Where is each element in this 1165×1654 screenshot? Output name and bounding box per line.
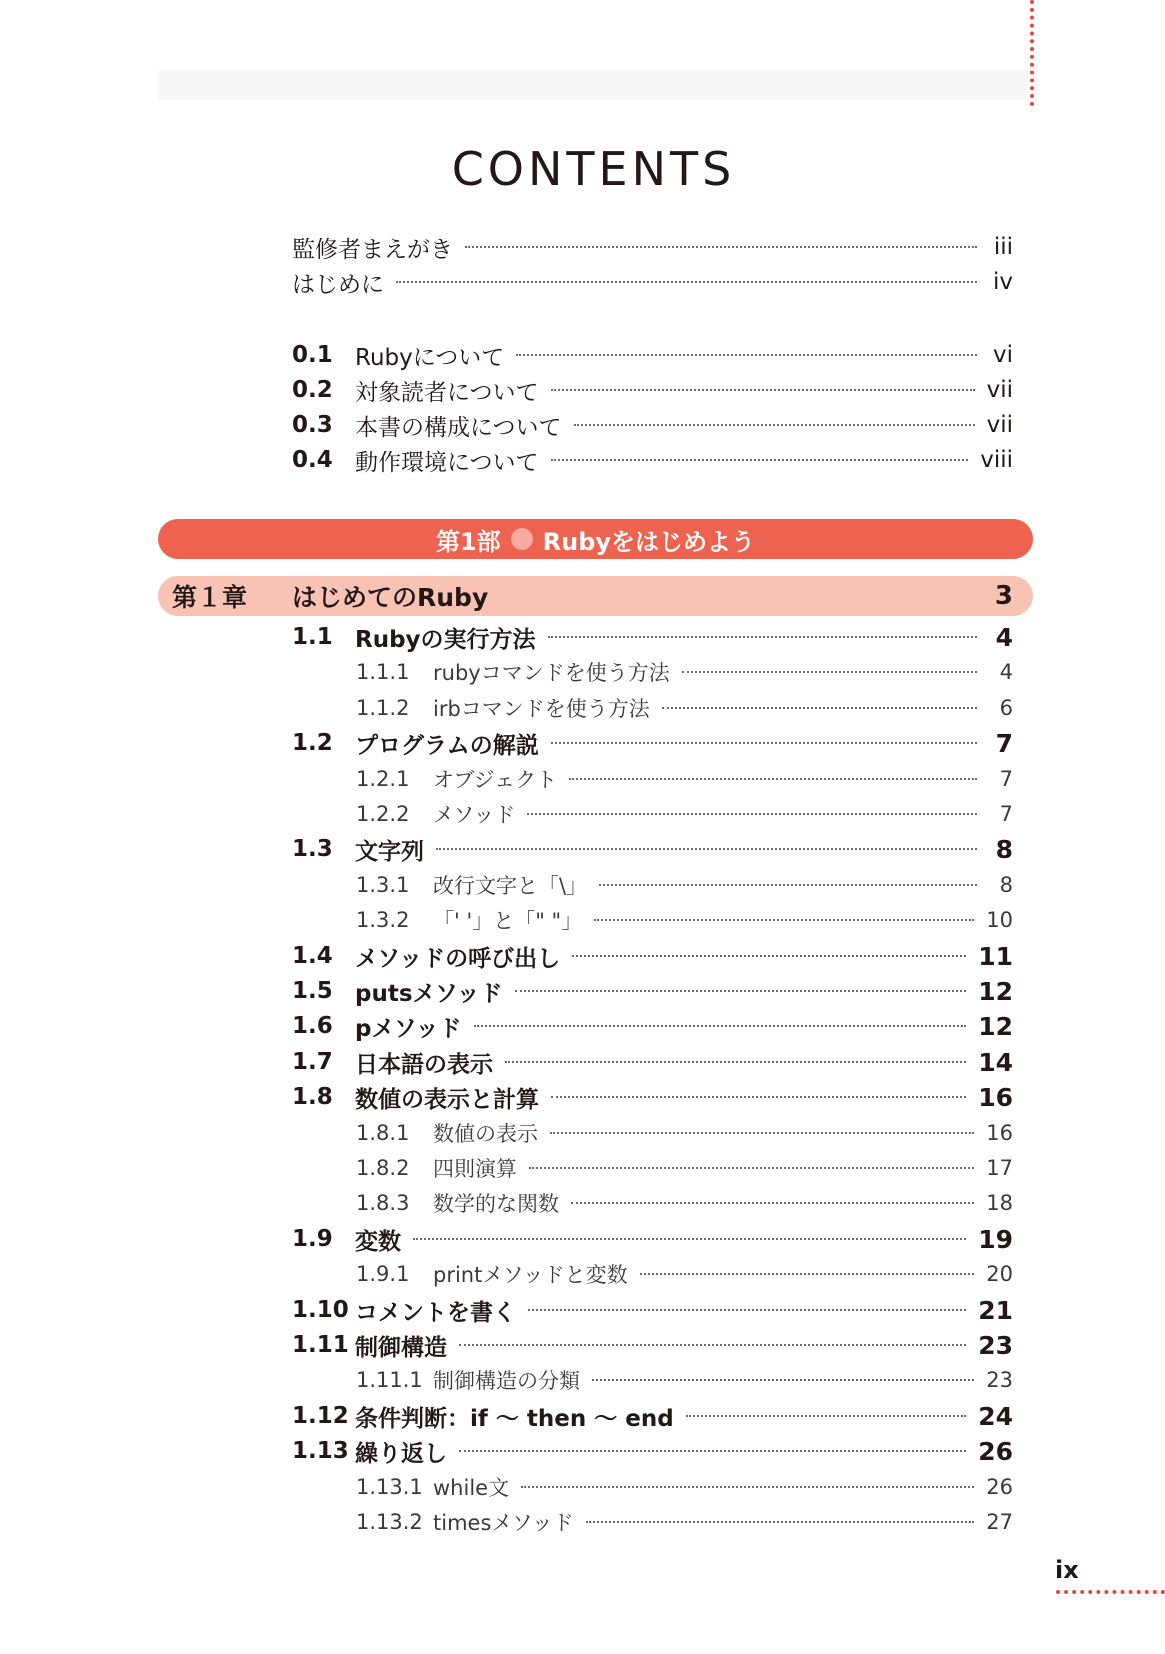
toc-label: Rubyについて <box>355 344 505 371</box>
toc-page: 20 <box>986 1262 1013 1286</box>
toc-label: irbコマンドを使う方法 <box>433 697 650 721</box>
toc-section[interactable] <box>292 832 1013 866</box>
dot-leader <box>599 884 977 886</box>
toc-intro-section-0-3[interactable] <box>292 408 1013 442</box>
toc-page: 18 <box>986 1191 1013 1215</box>
circle-bullet-icon <box>511 528 533 550</box>
toc-label: printメソッドと変数 <box>433 1263 628 1287</box>
toc-page: 12 <box>978 976 1013 1006</box>
page-title: CONTENTS <box>451 142 736 196</box>
toc-page: iii <box>993 234 1013 260</box>
toc-number: 1.11 <box>292 1332 349 1358</box>
toc-section[interactable] <box>292 1399 1013 1433</box>
dot-leader <box>571 1202 974 1204</box>
dot-leader <box>569 778 977 780</box>
toc-label: 対象読者について <box>355 379 539 406</box>
toc-number: 1.10 <box>292 1297 349 1323</box>
toc-number: 0.2 <box>292 377 333 403</box>
toc-section[interactable] <box>292 1009 1013 1043</box>
toc-number: 1.2 <box>292 730 333 756</box>
toc-page: 26 <box>978 1436 1013 1466</box>
horizontal-dotted-rule <box>1056 1590 1165 1594</box>
toc-section[interactable] <box>292 974 1013 1008</box>
toc-label: Rubyの実行方法 <box>355 626 536 653</box>
dot-leader <box>662 707 977 709</box>
dot-leader <box>474 1025 967 1027</box>
toc-page: 16 <box>986 1121 1013 1145</box>
toc-subsection[interactable] <box>356 1151 1013 1185</box>
toc-page: vi <box>992 342 1013 368</box>
toc-page: 11 <box>978 941 1013 971</box>
toc-page: 27 <box>986 1510 1013 1534</box>
dot-leader <box>550 1132 974 1134</box>
toc-label: 四則演算 <box>433 1157 517 1181</box>
page-number: ix <box>1055 1556 1079 1584</box>
toc-number: 0.4 <box>292 447 333 473</box>
toc-page: viii <box>980 447 1013 473</box>
toc-label: プログラムの解説 <box>355 732 539 759</box>
toc-label: メソッドの呼び出し <box>355 945 561 972</box>
dot-leader <box>515 990 967 992</box>
toc-label: 改行文字と「\」 <box>433 874 588 898</box>
toc-number: 1.9 <box>292 1226 333 1252</box>
toc-page: vii <box>986 377 1013 403</box>
toc-page: vii <box>986 412 1013 438</box>
toc-front-matter-2[interactable] <box>292 265 1013 299</box>
toc-number: 1.1.2 <box>356 696 410 720</box>
toc-subsection[interactable] <box>356 1363 1013 1397</box>
dot-leader <box>548 636 977 638</box>
toc-label: timesメソッド <box>433 1511 574 1535</box>
dot-leader <box>413 1238 966 1240</box>
toc-label: コメントを書く <box>355 1299 516 1326</box>
toc-section[interactable] <box>292 1080 1013 1114</box>
toc-number: 1.8.1 <box>356 1121 410 1145</box>
toc-number: 1.12 <box>292 1403 349 1429</box>
dot-leader <box>551 459 969 461</box>
toc-page: 23 <box>986 1368 1013 1392</box>
toc-label: 繰り返し <box>355 1440 447 1467</box>
toc-subsection[interactable] <box>356 691 1013 725</box>
toc-label: オブジェクト <box>433 768 558 792</box>
dot-leader <box>586 1521 975 1523</box>
dot-leader <box>640 1273 975 1275</box>
toc-number: 1.1 <box>292 624 333 650</box>
dot-leader <box>521 1486 974 1488</box>
chapter-page: 3 <box>994 581 1013 611</box>
dot-leader <box>505 1061 966 1063</box>
toc-number: 1.2.2 <box>356 802 410 826</box>
toc-subsection[interactable] <box>356 1116 1013 1150</box>
toc-number: 1.9.1 <box>356 1262 410 1286</box>
dot-leader <box>529 1167 974 1169</box>
toc-subsection[interactable] <box>356 1505 1013 1539</box>
dot-leader <box>516 354 977 356</box>
toc-label: while文 <box>433 1476 510 1500</box>
dot-leader <box>572 955 966 957</box>
dot-leader <box>592 1379 974 1381</box>
toc-label: 条件判断：if 〜 then 〜 end <box>355 1405 674 1432</box>
toc-section[interactable] <box>292 1045 1013 1079</box>
toc-number: 1.13.1 <box>356 1475 423 1499</box>
toc-subsection[interactable] <box>356 1186 1013 1220</box>
toc-front-matter-1[interactable] <box>292 230 1013 264</box>
toc-page: 19 <box>978 1224 1013 1254</box>
dot-leader <box>528 1309 966 1311</box>
toc-subsection[interactable] <box>356 1257 1013 1291</box>
dot-leader <box>551 389 975 391</box>
toc-section[interactable] <box>292 1293 1013 1327</box>
toc-subsection[interactable] <box>356 903 1013 937</box>
toc-number: 1.4 <box>292 943 333 969</box>
toc-intro-section-0-2[interactable] <box>292 373 1013 407</box>
toc-page: 26 <box>986 1475 1013 1499</box>
part-label: 第1部 <box>435 527 501 556</box>
toc-page: 4 <box>995 622 1013 652</box>
toc-number: 0.3 <box>292 412 333 438</box>
toc-intro-section-0-4[interactable] <box>292 443 1013 477</box>
toc-section[interactable] <box>292 939 1013 973</box>
toc-label: 数値の表示と計算 <box>355 1086 539 1113</box>
toc-label: 数値の表示 <box>433 1122 538 1146</box>
toc-number: 1.11.1 <box>356 1368 423 1392</box>
toc-page: 7 <box>999 767 1013 791</box>
dot-leader <box>574 424 975 426</box>
toc-number: 1.13.2 <box>356 1510 423 1534</box>
toc-number: 0.1 <box>292 342 333 368</box>
toc-number: 1.13 <box>292 1438 349 1464</box>
dot-leader <box>686 1415 967 1417</box>
toc-label: 制御構造 <box>355 1334 447 1361</box>
toc-label: 日本語の表示 <box>355 1051 493 1078</box>
toc-page: 6 <box>999 696 1013 720</box>
toc-number: 1.2.1 <box>356 767 410 791</box>
toc-label: rubyコマンドを使う方法 <box>433 661 670 685</box>
toc-label: 文字列 <box>355 838 424 865</box>
toc-label: 制御構造の分類 <box>433 1369 580 1393</box>
toc-page: 7 <box>999 802 1013 826</box>
toc-number: 1.5 <box>292 978 333 1004</box>
toc-page: 21 <box>978 1295 1013 1325</box>
toc-section[interactable] <box>292 1222 1013 1256</box>
toc-page: 8 <box>999 873 1013 897</box>
toc-page: 10 <box>986 908 1013 932</box>
toc-number: 1.3 <box>292 836 333 862</box>
dot-leader <box>594 919 974 921</box>
toc-label: pメソッド <box>355 1015 462 1042</box>
toc-number: 1.8 <box>292 1084 333 1110</box>
toc-label: 数学的な関数 <box>433 1192 559 1216</box>
toc-section[interactable] <box>292 620 1013 654</box>
toc-label: 「' '」と「" "」 <box>433 909 583 933</box>
toc-page: 24 <box>978 1401 1013 1431</box>
toc-number: 1.8.3 <box>356 1191 410 1215</box>
toc-label: putsメソッド <box>355 980 503 1007</box>
dot-leader <box>465 246 977 248</box>
chapter-label: 第１章 <box>172 583 248 612</box>
toc-number: 1.6 <box>292 1013 333 1039</box>
toc-number: 1.3.2 <box>356 908 410 932</box>
toc-number: 1.8.2 <box>356 1156 410 1180</box>
toc-number: 1.1.1 <box>356 660 410 684</box>
toc-section[interactable] <box>292 726 1013 760</box>
toc-subsection[interactable] <box>356 797 1013 831</box>
toc-page: 23 <box>978 1330 1013 1360</box>
dot-leader <box>459 1450 966 1452</box>
toc-subsection[interactable] <box>356 762 1013 796</box>
toc-intro-section-0-1[interactable] <box>292 338 1013 372</box>
toc-page: 8 <box>995 834 1013 864</box>
dot-leader <box>682 671 977 673</box>
dot-leader <box>551 742 977 744</box>
part-banner[interactable] <box>158 519 1033 559</box>
toc-page: 16 <box>978 1082 1013 1112</box>
toc-page: 4 <box>999 660 1013 684</box>
toc-label: 変数 <box>355 1228 401 1255</box>
toc-number: 1.7 <box>292 1049 333 1075</box>
top-band <box>158 70 1028 100</box>
toc-number: 1.3.1 <box>356 873 410 897</box>
toc-label: メソッド <box>433 803 516 827</box>
dot-leader <box>551 1096 966 1098</box>
toc-label: はじめに <box>292 271 384 298</box>
toc-label: 本書の構成について <box>355 414 562 441</box>
toc-section[interactable] <box>292 1434 1013 1468</box>
vertical-dotted-rule <box>1030 0 1034 106</box>
chapter-banner[interactable] <box>158 576 1033 616</box>
toc-subsection[interactable] <box>356 868 1013 902</box>
toc-label: 監修者まえがき <box>292 236 453 263</box>
toc-page: iv <box>992 269 1013 295</box>
dot-leader <box>396 281 977 283</box>
toc-subsection[interactable] <box>356 1470 1013 1504</box>
toc-page: 17 <box>986 1156 1013 1180</box>
dot-leader <box>527 813 977 815</box>
dot-leader <box>436 848 977 850</box>
chapter-title: はじめてのRuby <box>292 583 489 612</box>
dot-leader <box>459 1344 966 1346</box>
toc-subsection[interactable] <box>356 655 1013 689</box>
toc-label: 動作環境について <box>355 449 539 476</box>
toc-page: 14 <box>978 1047 1013 1077</box>
toc-section[interactable] <box>292 1328 1013 1362</box>
part-title: Rubyをはじめよう <box>542 527 756 556</box>
toc-page: 7 <box>995 728 1013 758</box>
toc-page: 12 <box>978 1011 1013 1041</box>
